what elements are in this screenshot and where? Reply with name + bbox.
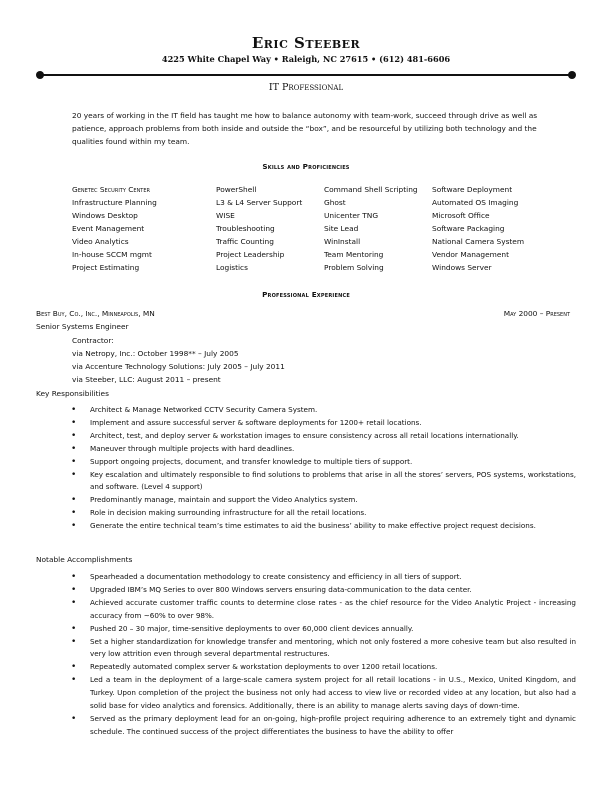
contract-line: via Steeber, LLC: August 2011 – present	[72, 375, 221, 384]
list-item: • Key escalation and ultimately responsible to find solutions to problems that arise in all the stores’ servers, POS systems, workstations, and software. (Level 4 support)	[70, 469, 576, 495]
skill-item: Video Analytics	[72, 237, 129, 246]
list-item: • Spearheaded a documentation methodology to create consistency and efficiency in all tiers of support.	[70, 571, 576, 584]
list-item: • Maneuver through multiple projects with hard deadlines.	[70, 443, 576, 456]
job-role: Senior Systems Engineer	[36, 322, 129, 331]
list-item: • Served as the primary deployment lead for an on-going, high-profile project requiring adherence to an extremely tight and dynamic schedule. The continued success of the project differentiates the business to have the ability to offer	[70, 713, 576, 739]
skill-item: Windows Desktop	[72, 211, 138, 220]
skill-item: National Camera System	[432, 237, 525, 246]
contact-line: 4225 White Chapel Way • Raleigh, NC 27615 • (612) 481-6606	[161, 54, 451, 64]
list-item: • Role in decision making surrounding infrastructure for all the retail locations.	[70, 507, 576, 520]
skill-item: Site Lead	[324, 224, 359, 233]
summary-paragraph: 20 years of working in the IT field has taught me how to balance autonomy with team-work, succeed through drive as well as patience, approach problems from both inside and outside the “box”, and be resourceful by utilizing both technology and the qualities found within my team.	[72, 111, 538, 147]
professional-title: IT Professional	[268, 82, 344, 93]
list-item: • Set a higher standardization for knowledge transfer and mentoring, which not only fostered a more cohesive team but also resulted in very low attrition even through several departmental restructures.	[70, 636, 576, 662]
employment-dates: May 2000 – Present	[503, 309, 570, 318]
experience-heading: Professional Experience	[262, 290, 350, 299]
skill-item: WISE	[216, 211, 235, 220]
skills-column	[432, 183, 524, 274]
list-item: • Upgraded IBM’s MQ Series to over 800 Windows servers ensuring data-communication to the data center.	[70, 584, 576, 597]
list-item: • Repeatedly automated complex server & workstation deployments to over 1200 retail locations.	[70, 661, 576, 674]
contract-line: via Accenture Technology Solutions: July 2005 – July 2011	[72, 362, 285, 371]
list-item: • Architect, test, and deploy server & workstation images to ensure consistency across all retail locations internationally.	[70, 430, 576, 443]
header-rule	[38, 74, 573, 76]
skills-column	[216, 183, 302, 274]
skill-item: Troubleshooting	[216, 224, 275, 233]
skill-item: L3 & L4 Server Support	[216, 198, 303, 207]
skills-column	[72, 183, 157, 274]
skills-column	[324, 183, 418, 274]
skill-item: Problem Solving	[324, 263, 384, 272]
skill-item: WinInstall	[324, 237, 361, 246]
list-item: • Pushed 20 – 30 major, time-sensitive deployments to over 60,000 client devices annually.	[70, 623, 576, 636]
skill-item: Event Management	[72, 224, 145, 233]
contractor-label: Contractor:	[72, 336, 114, 345]
responsibilities-list	[70, 404, 576, 533]
skill-item: Unicenter TNG	[324, 211, 379, 220]
list-item: • Led a team in the deployment of a large-scale camera system project for all retail locations - in U.S., Mexico, United Kingdom, and Turkey. Upon completion of the project the business not only had access to view live or recorded video at any location, but also had a solid base for video analytics and forensics. Additionally, there is an ability to manage alerts saving days of down-time.	[70, 674, 576, 713]
skill-item: Genetec Security Center	[72, 185, 150, 194]
list-item: • Generate the entire technical team’s time estimates to aid the business’ ability to make effective project request decisions.	[70, 520, 576, 533]
skill-item: Logistics	[216, 263, 248, 272]
rule-right-dot	[568, 71, 576, 79]
accomplishments-list	[70, 571, 576, 739]
list-item: • Predominantly manage, maintain and support the Video Analytics system.	[70, 494, 576, 507]
list-item: • Achieved accurate customer traffic counts to determine close rates - as the chief resource for the Video Analytic Project - increasing accuracy from ~60% to over 98%.	[70, 597, 576, 623]
skill-item: Project Leadership	[216, 250, 285, 259]
skill-item: Microsoft Office	[432, 211, 490, 220]
skill-item: Windows Server	[432, 263, 492, 272]
list-item: • Implement and assure successful server & software deployments for 1200+ retail locations.	[70, 417, 576, 430]
skill-item: Infrastructure Planning	[72, 198, 157, 207]
employer-name: Best Buy, Co., Inc., Minneapolis, MN	[36, 309, 155, 318]
contract-line: via Netropy, Inc.: October 1998** – July 2005	[72, 349, 239, 358]
responsibilities-heading: Key Responsibilities	[36, 389, 109, 398]
skill-item: Traffic Counting	[216, 237, 274, 246]
list-item: • Support ongoing projects, document, and transfer knowledge to multiple tiers of support.	[70, 456, 576, 469]
skills-heading: Skills and Proficiencies	[262, 162, 350, 171]
skill-item: In-house SCCM mgmt	[72, 250, 152, 259]
skill-item: PowerShell	[216, 185, 257, 194]
skill-item: Command Shell Scripting	[324, 185, 418, 194]
skill-item: Software Deployment	[432, 185, 513, 194]
accomplishments-heading: Notable Accomplishments	[36, 555, 133, 564]
skill-item: Team Mentoring	[324, 250, 384, 259]
skill-item: Ghost	[324, 198, 346, 207]
skill-item: Vendor Management	[432, 250, 509, 259]
skill-item: Project Estimating	[72, 263, 140, 272]
list-item: • Architect & Manage Networked CCTV Security Camera System.	[70, 404, 576, 417]
skill-item: Automated OS Imaging	[432, 198, 519, 207]
skill-item: Software Packaging	[432, 224, 505, 233]
candidate-name: Eric Steeber	[251, 34, 361, 52]
